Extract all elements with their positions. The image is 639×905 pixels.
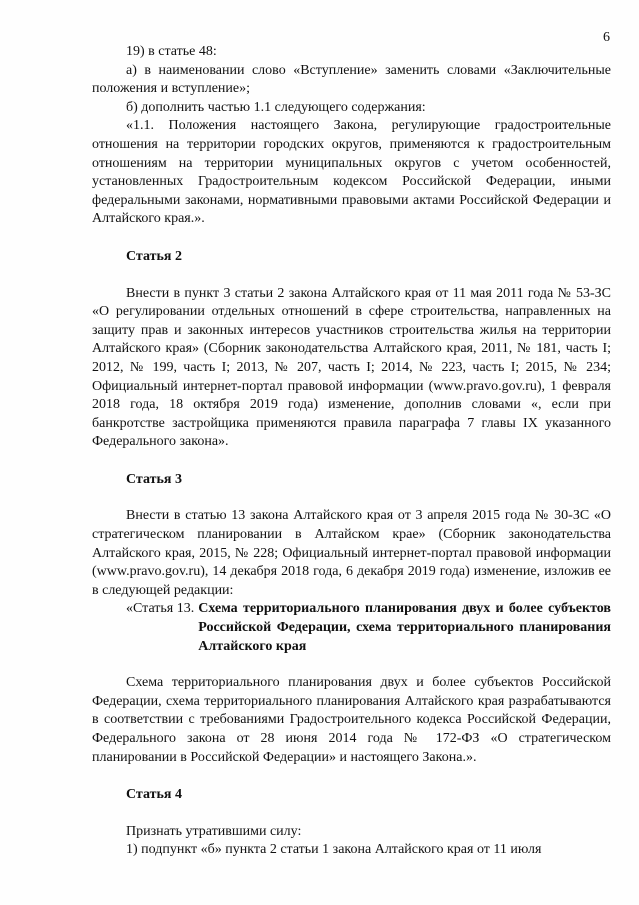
article-4-paragraph-1: Признать утратившими силу:: [126, 823, 302, 839]
article-3-paragraph: Внести в статью 13 закона Алтайского края от 3 апреля 2015 года № 30-ЗС «О стратегическом планировании в Алтайском крае» (Сборник законодательства Алтайского края, 2015, № 228; Официальный интернет-портал правовой информации (www.pravo.gov.ru), 14 декабря 2018 года, 6 декабря 2019 года) изменение, изложив ее в следующей редакции:: [92, 508, 611, 598]
paragraph-intro-3: б) дополнить частью 1.1 следующего содержания:: [126, 99, 426, 115]
article-4-paragraph-2: 1) подпункт «б» пункта 2 статьи 1 закона Алтайского края от 11 июля: [126, 842, 542, 858]
article-13-prefix: «Статья 13.: [126, 601, 195, 617]
article-3-heading: Статья 3: [126, 471, 182, 487]
document-body: [92, 43, 611, 860]
article-4-heading: Статья 4: [126, 787, 182, 803]
article-2-heading: Статья 2: [126, 248, 182, 264]
paragraph-intro-1: 19) в статье 48:: [126, 44, 217, 59]
paragraph-intro-4: «1.1. Положения настоящего Закона, регулирующие градостроительные отношения на территории городских округов, применяются к градостроительным отношениям на территории муниципальных округов с учетом особенностей, установленных Градостроительным кодексом Российской Федерации, иными федеральными законами, нормативными правовыми актами Российской Федерации и Алтайского края.».: [92, 118, 611, 227]
article-13-title: [126, 600, 611, 656]
paragraph-intro-2: а) в наименовании слово «Вступление» заменить словами «Заключительные положения и вступление»;: [92, 62, 611, 97]
article-13-paragraph: Схема территориального планирования двух и более субъектов Российской Федерации, схема территориального планирования Алтайского края разрабатываются в соответствии с требованиями Градостроительного кодекса Российской Федерации, Федерального закона от 28 июня 2014 года № 172-ФЗ «О стратегическом планировании в Российской Федерации» и настоящего Закона.».: [92, 675, 611, 765]
article-13-name: Схема территориального планирования двух и более субъектов Российской Федерации, схема территориального планирования Алтайского края: [198, 601, 611, 654]
page-number: 6: [603, 30, 610, 45]
article-2-paragraph: Внести в пункт 3 статьи 2 закона Алтайского края от 11 мая 2011 года № 53-ЗС «О регулировании отдельных отношений в сфере строительства, направленных на защиту прав и законных интересов участников строительства жилья на территории Алтайского края» (Сборник законодательства Алтайского края, 2011, № 181, часть I; 2012, № 199, часть I; 2013, № 207, часть I; 2014, № 223, часть I; 2015, № 234; Официальный интернет-портал правовой информации (www.pravo.gov.ru), 1 февраля 2018 года, 18 октября 2019 года) изменение, дополнив словами «, если при банкротстве застройщика применяются правила параграфа 7 главы IX указанного Федерального закона».: [92, 285, 611, 450]
